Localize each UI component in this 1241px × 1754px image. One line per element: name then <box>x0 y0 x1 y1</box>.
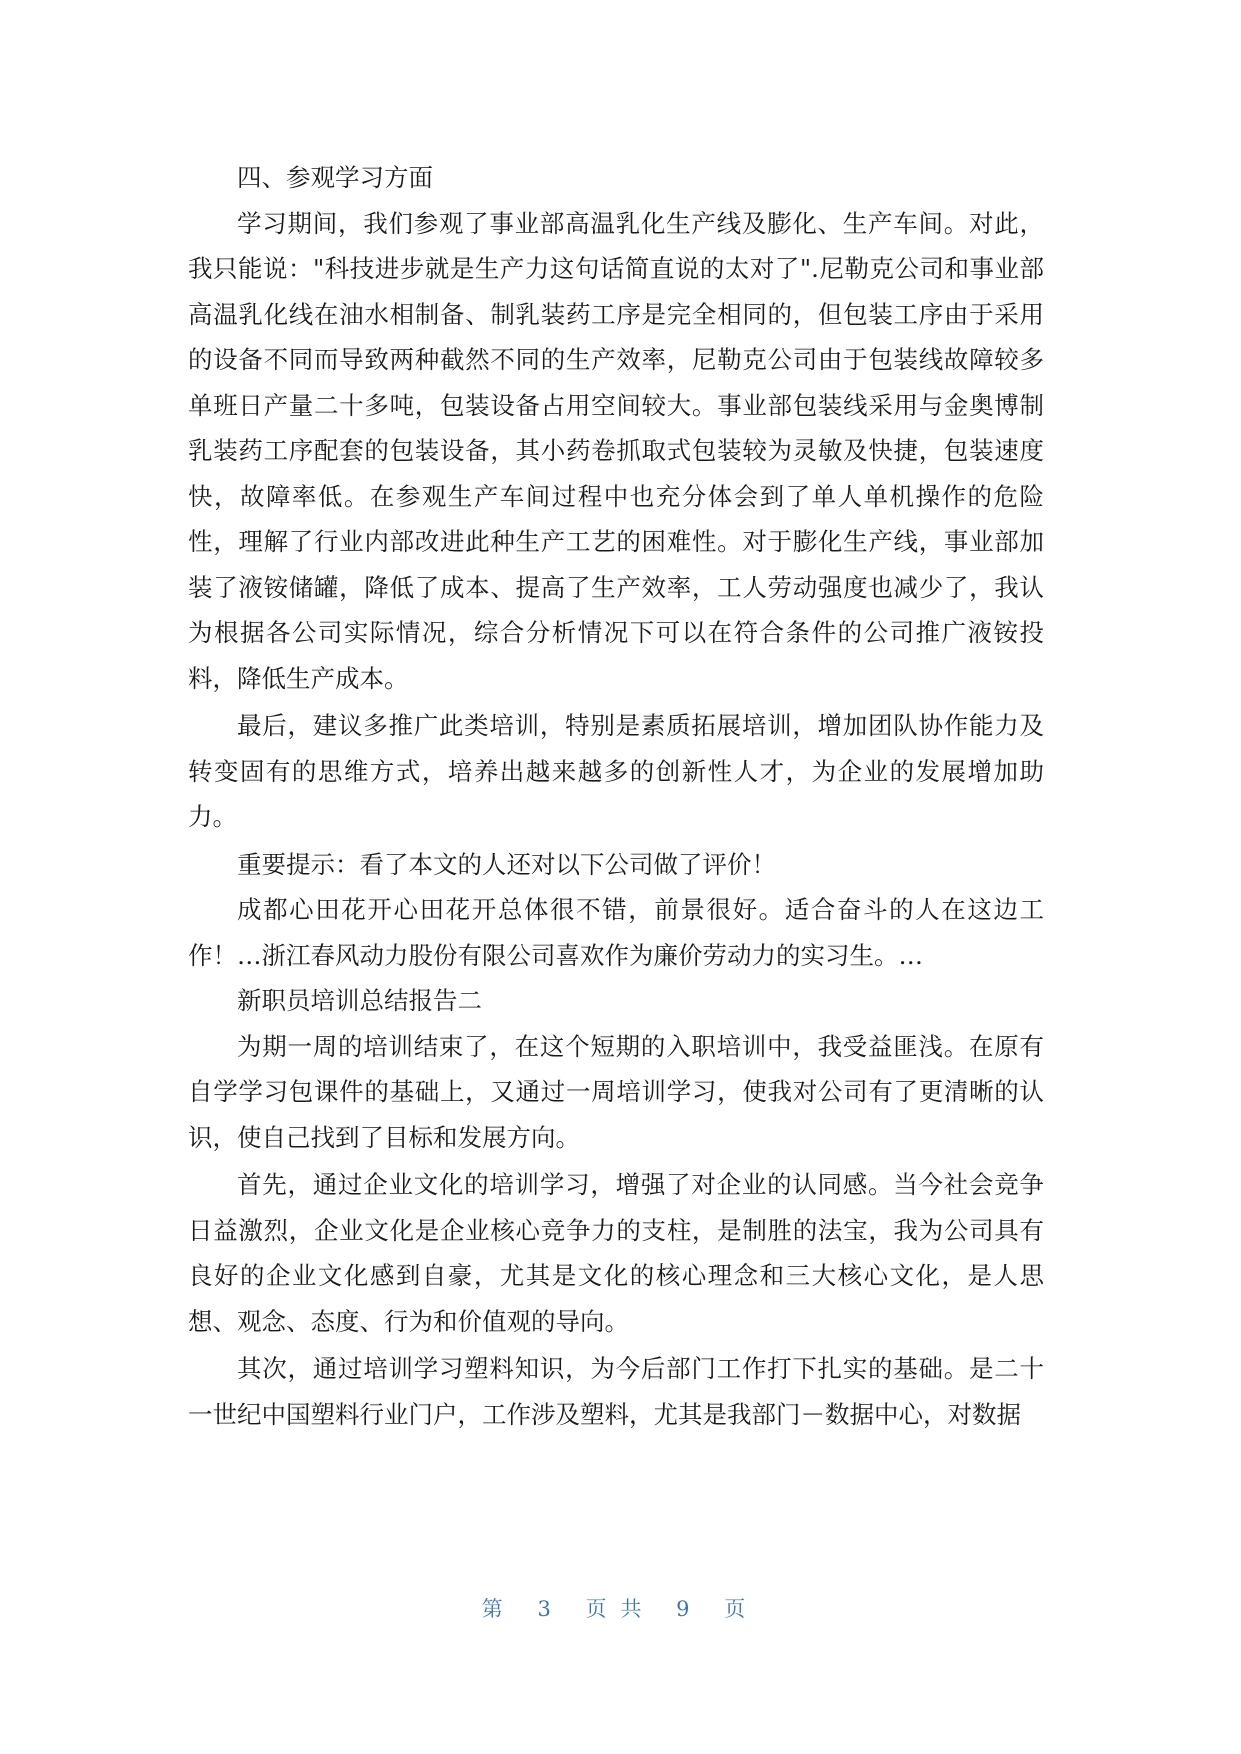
body-paragraph: 最后，建议多推广此类培训，特别是素质拓展培训，增加团队协作能力及转变固有的思维方式，培养出越来越多的创新性人才，为企业的发展增加助力。 <box>188 711 1044 831</box>
body-paragraph: 为期一周的培训结束了，在这个短期的入职培训中，我受益匪浅。在原有自学学习包课件的基础上，又通过一周培训学习，使我对公司有了更清晰的认识，使自己找到了目标和发展方向。 <box>188 1031 1044 1152</box>
document-body <box>188 155 1044 1437</box>
notice-paragraph: 重要提示：看了本文的人还对以下公司做了评价！ <box>237 849 776 879</box>
body-paragraph: 其次，通过培训学习塑料知识，为今后部门工作打下扎实的基础。是二十一世纪中国塑料行业门户，工作涉及塑料，尤其是我部门－数据中心，对数据 <box>188 1354 1044 1429</box>
body-paragraph: 首先，通过企业文化的培训学习，增强了对企业的认同感。当今社会竞争日益激烈，企业文化是企业核心竞争力的支柱，是制胜的法宝，我为公司具有良好的企业文化感到自豪，尤其是文化的核心理念和三大核心文化，是人思想、观念、态度、行为和价值观的导向。 <box>188 1170 1044 1336</box>
section-heading: 新职员培训总结报告二 <box>237 986 482 1015</box>
body-paragraph: 学习期间，我们参观了事业部高温乳化生产线及膨化、生产车间。对此，我只能说："科技进步就是生产力这句话简直说的太对了".尼勒克公司和事业部高温乳化线在油水相制备、制乳装药工序是完全相同的，但包装工序由于采用的设备不同而导致两种截然不同的生产效率，尼勒克公司由于包装线故障较多单班日产量二十多吨，包装设备占用空间较大。事业部包装线采用与金奥博制乳装药工序配套的包装设备，其小药卷抓取式包装较为灵敏及快捷，包装速度快，故障率低。在参观生产车间过程中也充分体会到了单人单机操作的危险性，理解了行业内部改进此种生产工艺的困难性。对于膨化生产线，事业部加装了液铵储罐，降低了成本、提高了生产效率，工人劳动强度也减少了，我认为根据各公司实际情况，综合分析情况下可以在符合条件的公司推广液铵投料，降低生产成本。 <box>188 208 1044 693</box>
section-heading: 四、参观学习方面 <box>237 163 433 192</box>
page-number-footer: 第 3 页共 9 页 <box>481 1597 760 1621</box>
body-paragraph: 成都心田花开心田花开总体很不错，前景很好。适合奋斗的人在这边工作！…浙江春风动力股份有限公司喜欢作为廉价劳动力的实习生。… <box>188 895 1044 970</box>
